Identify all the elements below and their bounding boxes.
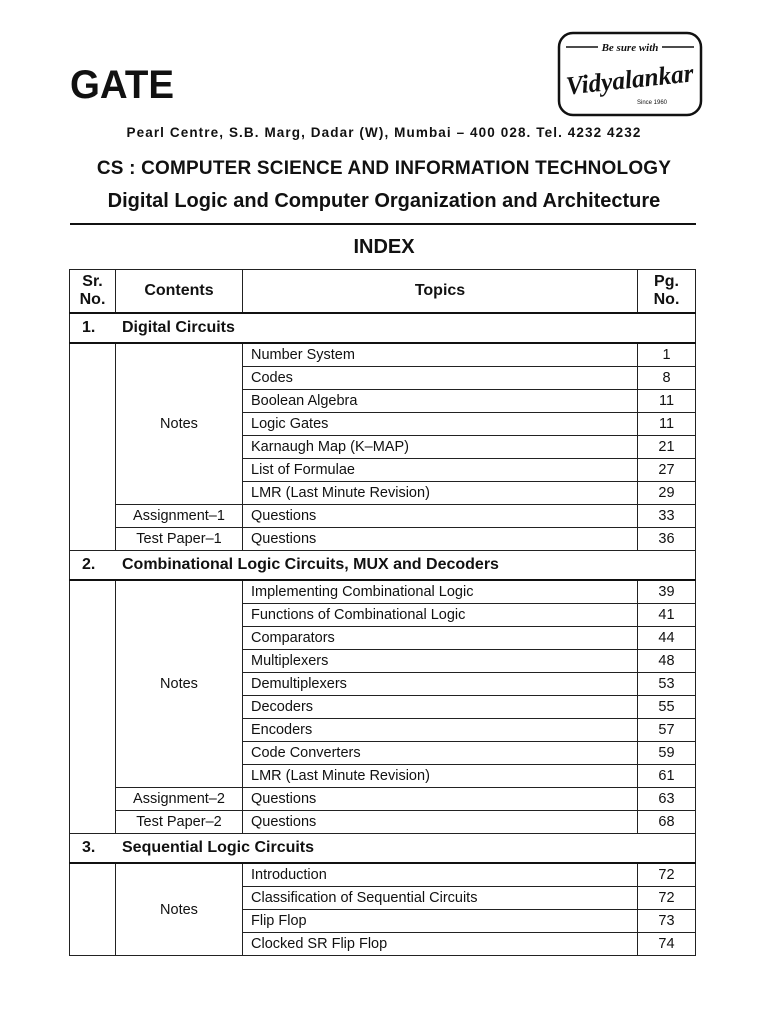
page-number-cell: 29 [638,482,696,505]
index-table-body [70,270,696,956]
course-title: CS : COMPUTER SCIENCE AND INFORMATION TECHNOLOGY [96,158,672,179]
section-row [70,313,696,343]
section-number: 1. [82,319,96,336]
sr-no-cell [70,580,116,834]
table-row [70,528,696,551]
contents-test-paper-cell: Test Paper–2 [116,811,243,834]
page-number-cell: 53 [638,673,696,696]
page-number-cell: 72 [638,887,696,910]
page-number-cell: 41 [638,604,696,627]
topic-cell: Classification of Sequential Circuits [243,887,638,910]
col-header-topics: Topics [243,270,638,314]
brand-name: Vidyalankar [564,58,699,101]
contents-test-paper-cell: Test Paper–1 [116,528,243,551]
topic-cell: Clocked SR Flip Flop [243,933,638,956]
col-header-sr-no-line1: Sr. [82,273,103,290]
page-number-cell: 36 [638,528,696,551]
col-header-sr-no-line2: No. [79,291,106,308]
subject-title: Digital Logic and Computer Organization and Architecture [107,190,661,212]
sr-no-cell [70,863,116,956]
table-row [70,580,696,604]
topic-cell: Questions [243,788,638,811]
section-number: 2. [82,556,96,573]
topic-cell: Questions [243,528,638,551]
section-row [70,834,696,864]
topic-cell: Functions of Combinational Logic [243,604,638,627]
col-header-pg-no [638,270,696,314]
topic-cell: Comparators [243,627,638,650]
contents-notes-cell: Notes [116,863,243,956]
topic-cell: Boolean Algebra [243,390,638,413]
vidyalankar-logo [556,30,704,118]
index-table [69,269,696,956]
section-heading [70,313,696,343]
page-number-cell: 74 [638,933,696,956]
page-number-cell: 8 [638,367,696,390]
page-number-cell: 72 [638,863,696,887]
section-title: Combinational Logic Circuits, MUX and Decoders [122,556,499,573]
page-number-cell: 11 [638,390,696,413]
topic-cell: Questions [243,811,638,834]
page-number-cell: 44 [638,627,696,650]
brand-tagline: Be sure with [601,42,659,54]
topic-cell: List of Formulae [243,459,638,482]
topic-cell: Flip Flop [243,910,638,933]
topic-cell: Number System [243,343,638,367]
col-header-pg-no-line1: Pg. [654,273,679,290]
page-number-cell: 27 [638,459,696,482]
table-row [70,505,696,528]
col-header-pg-no-line2: No. [653,291,680,308]
section-title: Sequential Logic Circuits [122,839,315,856]
topic-cell: Logic Gates [243,413,638,436]
page-number-cell: 21 [638,436,696,459]
topic-cell: Implementing Combinational Logic [243,580,638,604]
table-row [70,788,696,811]
contents-assignment-cell: Assignment–2 [116,788,243,811]
table-row [70,343,696,367]
header-divider [70,223,696,225]
section-number: 3. [82,839,96,856]
page-number-cell: 39 [638,580,696,604]
topic-cell: Code Converters [243,742,638,765]
page-number-cell: 11 [638,413,696,436]
page-number-cell: 48 [638,650,696,673]
page-number-cell: 55 [638,696,696,719]
contents-notes-cell: Notes [116,580,243,788]
contents-assignment-cell: Assignment–1 [116,505,243,528]
table-row [70,811,696,834]
topic-cell: Demultiplexers [243,673,638,696]
page-number-cell: 68 [638,811,696,834]
contents-notes-cell: Notes [116,343,243,505]
brand-since: Since 1960 [636,100,668,106]
gate-logo [70,62,180,106]
page-number-cell: 61 [638,765,696,788]
topic-cell: Karnaugh Map (K–MAP) [243,436,638,459]
page-number-cell: 33 [638,505,696,528]
address-line: Pearl Centre, S.B. Marg, Dadar (W), Mumbai – 400 028. Tel. 4232 4232 [126,125,642,140]
topic-cell: LMR (Last Minute Revision) [243,765,638,788]
index-title: INDEX [353,236,415,258]
gate-logo-text: GATE [70,63,174,106]
section-heading [70,551,696,581]
sr-no-cell [70,343,116,551]
topic-cell: Multiplexers [243,650,638,673]
col-header-contents: Contents [116,270,243,314]
page-number-cell: 57 [638,719,696,742]
table-header-row [70,270,696,314]
topic-cell: Decoders [243,696,638,719]
page-number-cell: 1 [638,343,696,367]
col-header-sr-no [70,270,116,314]
section-heading [70,834,696,864]
topic-cell: Codes [243,367,638,390]
topic-cell: LMR (Last Minute Revision) [243,482,638,505]
topic-cell: Introduction [243,863,638,887]
topic-cell: Encoders [243,719,638,742]
topic-cell: Questions [243,505,638,528]
page-number-cell: 59 [638,742,696,765]
table-row [70,863,696,887]
page-number-cell: 63 [638,788,696,811]
section-row [70,551,696,581]
section-title: Digital Circuits [122,319,235,336]
page-number-cell: 73 [638,910,696,933]
